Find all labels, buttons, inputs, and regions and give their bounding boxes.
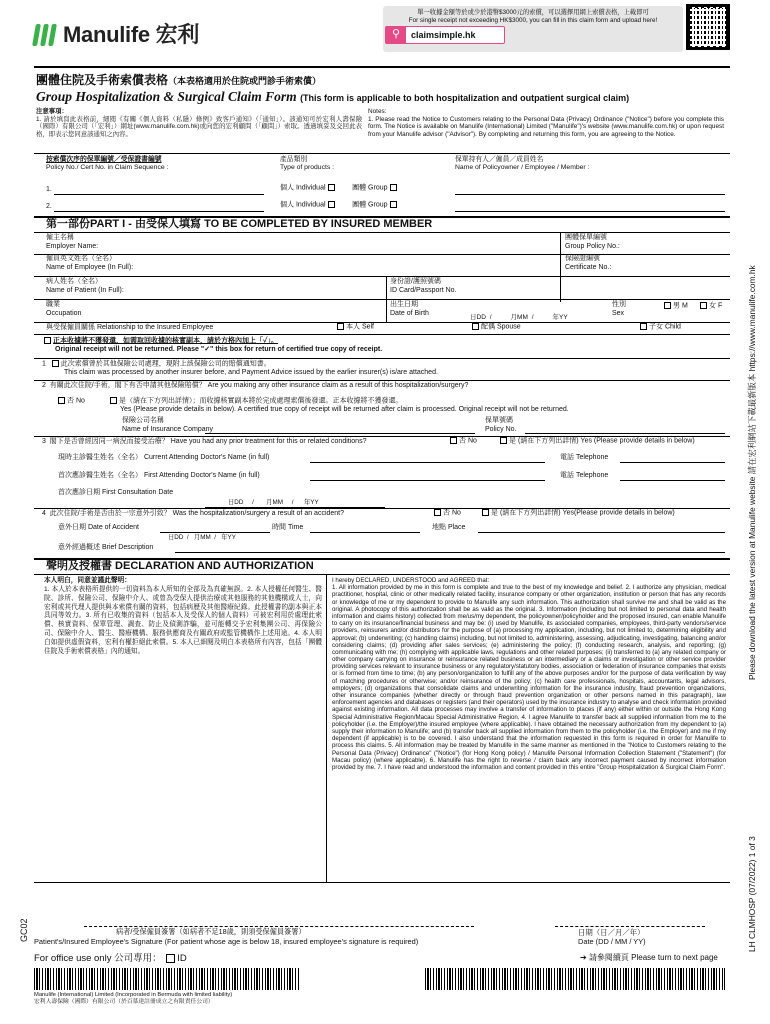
- relationship-self[interactable]: 本人 Self: [335, 323, 374, 332]
- policy-row2-name-line: [455, 211, 725, 212]
- divider: [34, 358, 730, 359]
- q2-text: 2 有關此次住院/手術，閣下有否申請其他保險賠償？ Are you making any other insurance claim as a result of this hospitalization/surgery?: [42, 382, 469, 389]
- relationship-spouse[interactable]: 配偶 Spouse: [470, 323, 521, 332]
- divider: [34, 254, 730, 255]
- policy-col2: 產品類別 Type of products :: [280, 156, 335, 172]
- employee-name-label: 僱員英文姓名（全名） Name of Employee (In Full):: [46, 255, 134, 271]
- logo-text: Manulife 宏利: [63, 22, 200, 47]
- part1-title: 第一部份PART I - 由受保人填寫 TO BE COMPLETED BY INSURED MEMBER: [46, 218, 433, 230]
- employer-label: 僱主名稱 Employer Name:: [46, 234, 99, 250]
- date-label: 日期（日／月／年） Date (DD / MM / YY): [578, 928, 646, 947]
- decl-title: 聲明及授權書 DECLARATION AND AUTHORIZATION: [46, 560, 314, 572]
- decl-en: [332, 577, 726, 771]
- divider: [34, 276, 730, 277]
- divider: [34, 66, 730, 68]
- next-page-note: ➔ 請參閱續頁 Please turn to next page: [580, 953, 718, 962]
- relationship-label: 與受保僱員關係 Relationship to the Insured Employee: [46, 324, 214, 331]
- claimsimple-url: claimsimple.hk: [411, 29, 476, 40]
- claimsimple-link[interactable]: [385, 26, 505, 44]
- current-doctor-line: [310, 462, 545, 463]
- divider: [34, 153, 730, 154]
- promo-banner: [383, 6, 683, 52]
- notes-en: [368, 108, 724, 139]
- q4-text: 4 此次住院/手術是否由於一宗意外引致？ Was the hospitalization/surgery a result of an accident?: [42, 510, 345, 517]
- policy-row1-name-line: [455, 194, 725, 195]
- signature-label-zh: 病者/受保僱員簽署（如病者不足18歲，則須受保僱員簽署）: [116, 927, 306, 936]
- office-use-id: ID: [177, 953, 187, 964]
- brief-description-label: 意外經過概述 Brief Description: [58, 544, 154, 551]
- accident-place-line: [478, 532, 725, 533]
- accident-time-label: 時間 Time: [272, 524, 304, 531]
- accident-place-label: 地點 Place: [432, 524, 466, 531]
- first-doctor-tel-line: [620, 480, 725, 481]
- gc-code-side: GC02: [19, 918, 29, 942]
- divider: [34, 334, 730, 335]
- policy-no-label: 保單號碼 Policy No.: [485, 417, 517, 433]
- divider: [34, 299, 730, 300]
- title-en: Group Hospitalization & Surgical Claim Form (This form is applicable to both hospitalization and outpatient surgical claim): [36, 89, 630, 104]
- patient-name-label: 病人姓名（全名） Name of Patient (In Full):: [46, 278, 124, 294]
- sex-label: 性別 Sex: [612, 301, 626, 317]
- company-footer: Manulife (International) Limited (Incorporated in Bermuda with limited liability) 宏利人壽保險（國際）有限公司（於百慕達註冊成立之有限責任公司）: [34, 992, 233, 1006]
- decl-zh: [44, 577, 322, 657]
- notes-zh: [36, 108, 362, 139]
- divider: [326, 574, 327, 882]
- q1[interactable]: 1 此次索償曾於其他保險公司處理，現附上該保險公司的賠償通知書。 This claim was processed by another insurer before, and Payment Advice issued by the earlier insurer(s) is/are attached.: [42, 360, 438, 376]
- decl-zh-head: 本人明白，同意並謹此聲明：: [44, 577, 131, 584]
- title-zh-note: （本表格適用於住院或門診手術索償）: [168, 76, 322, 86]
- notes-zh-text: 1. 請於填寫此表格前，細閱《有關《個人資料（私隱）條例》致客戶通知》（「通知」）。該通知可於宏利人壽保險（國際）有限公司（「宏利」）網址(www.manulife.com.hk)或向您的宏利顧問（「顧問」）索取。透過填妥及交回此表格，即表示您同意該通知之內容。: [36, 115, 362, 139]
- q3-yes[interactable]: 是 (請在下方列出詳情) Yes (Please provide details in below): [498, 437, 695, 446]
- notes-en-text: 1. Please read the Notice to Customers relating to the Personal Data (Privacy) Ordinance ("Notice") before you complete this form. The Notice is available on Manulife (International) Limited ("Manulife")'s website (www.manulife.com.hk) or upon request from your Manulife advisor ("Advisor"). By completing and returning this form, you are agreeing to the Notice.: [368, 115, 724, 139]
- arrow-right-icon: ➔: [580, 953, 587, 962]
- date-line: [555, 926, 705, 927]
- relationship-child[interactable]: 子女 Child: [638, 323, 681, 332]
- q4-yes[interactable]: 是 (請在下方列出詳情) Yes(Please provide details in below): [480, 509, 675, 518]
- policy-col3: 保單持有人／僱員／成員姓名 Name of Policyowner / Employee / Member :: [455, 156, 590, 172]
- insurance-company-line: [205, 433, 475, 434]
- dob-label: 出生日期 Date of Birth: [390, 301, 429, 317]
- manulife-logo-icon: [34, 24, 55, 46]
- barcode-2: [425, 968, 725, 990]
- title-en-note: (This form is applicable to both hospitalization and outpatient surgical claim): [300, 93, 630, 103]
- office-use-label: For office use only 公司專用： ID: [34, 953, 187, 964]
- policy-no-line: [525, 433, 725, 434]
- form-code-side: LH CLMHOSP (07/2022) 1 of 3: [747, 836, 757, 952]
- barcode-1: [34, 968, 299, 990]
- group-policy-label: 團體保單編號 Group Policy No.:: [565, 234, 620, 250]
- insurance-company-label: 保險公司名稱 Name of Insurance Company: [122, 417, 214, 433]
- search-icon: ⚲: [386, 26, 406, 44]
- notes-en-head: Notes:: [368, 108, 387, 115]
- decl-en-head: I hereby DECLARED, UNDERSTOOD and AGREED that:: [332, 577, 490, 584]
- accident-date-format: 日DD / 月MM / 年YY: [168, 534, 236, 541]
- q2-no[interactable]: 否 No: [56, 397, 85, 406]
- brief-description-line: [175, 552, 725, 553]
- promo-line1: 單一收據金額等於或少於港幣$3000元的索償，可以選擇用網上索償表格，上載即可: [417, 9, 649, 16]
- sex-male-option[interactable]: 男 M: [662, 302, 688, 311]
- first-doctor-label: 首次應診醫生姓名（全名） First Attending Doctor's Name (in full): [58, 472, 260, 479]
- q3-text: 3 閣下是否曾經因同一病況而接受治療？ Have you had any prior treatment for this or related conditions?: [42, 438, 367, 445]
- accident-time-line: [310, 532, 420, 533]
- policy-row1-num: 1.: [46, 186, 52, 193]
- current-doctor-tel-label: 電話 Telephone: [560, 454, 609, 461]
- accident-date-label: 意外日期 Date of Accident: [58, 524, 139, 531]
- decl-en-body: 1. All information provided by me in this form is complete and true to the best of my knowledge and belief. 2. I authorize any physician, medical practitioner, hospital, clinic or other medically related facility, insurance company or other organization, institution or person that has any records or knowledge of me or my dependent to provide to Manulife any such information. This authorization shall survive me and shall be valid as the original. A photocopy of this authorization shall be as valid as the original. 3. Information (including but not limited to personal data and health information and claims history) collected from me/us/my dependent, the policyowner/policyholder and the proposed insured, can enable Manulife to carry on its insurance/financial business and may be: (i) used by Manulife, its associated companies, employees, third-party vendors/service providers, reinsurers and/or distributors for the purpose of (a) processing my application, including, but not limited to, determining eligibility and approval; (b) underwriting; (c) handling claims) including, but not limited to, administering, assessing, adjudicating, investigating, balancing and/or considering claims; (d) providing after sales services; (e) administering the policy; (f) conducting research, analysis, and reporting; (g) communicating with me; (h) complying with applicable laws, regulations and other related purposes; (ii) transferred to (a) any related company or other company carrying on insurance or reinsurance related business or an intermediary or a claims or investigation or other service provider providing services relevant to insurance business or any regulatory/statutory bodies, association or federation of insurance companies that exists or is formed from time to time; (b) any person/organization to fulfill any of the above purposes and/or for the purpose of data verification by way of matching procedures or otherwise; and/or reinsurance of the policy; (c) health care professionals, hospitals, accountants, legal advisors, employers; (d) organizations that consolidate claims and underwriting information for the insurance industry, fraud prevention organizations, other insurance companies (whether directly or through fraud prevention organization or other persons named in this paragraph), law enforcement agencies and databases or registers (and their operators) used by the insurance industry to analyse and check information provided against existing information. All data processes may involve a transfer of information to places (if any) either within or outside the Hong Kong Special Administrative Region/Macau Special Administrative Region. 4. I agree Manulife to transfer back all supplied information from me to the policyholder (i.e. the Employer)/the insured employee (where applicable). I have obtained the necessary authorization from my dependent to (a) supply their information to Manulife; and (b) transfer back all supplied information from them to the policyholder (i.e. the Employer) and me if my dependent (if applicable) is to be covered. I also understand that the information requested in this form is required in order for Manulife to process this claims. 5. All information may be treated by Manulife in the same manner as mentioned in the "Notice to Customers relating to the Personal Data (Privacy) Ordinance" ("Notice") (for Hong Kong policy) / Manulife Personal Information Collection Statement ("Statement") (for Macau policy) (where applicable). 6. Manulife has the right to reverse / claim back any incorrect payment caused by incorrect information provided by me. 7. I have read and understood the information and content provided in this entire "Group Hospitalization & Surgical Claim Form".: [332, 584, 726, 771]
- first-doctor-line: [310, 480, 545, 481]
- policy-row2-num: 2.: [46, 203, 52, 210]
- occupation-label: 職業 Occupation: [46, 301, 82, 317]
- divider: [34, 232, 730, 233]
- decl-zh-body: 1. 本人於本表格所提供的一切資料為本人所知的全部及為真確無誤。2. 本人授權任何醫生、醫院、診所、保險公司、保險中介人、或曾為受保人提供治療或其他服務的其他機構或人士，向宏利或其代理人提供與本索償有關的資料，包括病歷及其他醫療紀錄。此授權書的副本與正本具同等效力。3. 所有已收集的資料（包括本人及受保人的個人資料）可被宏利用於處理此索償、核實資料、保單管理、調查、防止及偵測詐騙，並可能轉交予宏利集團公司、再保險公司、保險中介人、醫生、醫療機構、服務供應商及有關政府或監管機構作上述用途。4. 本人明白如提供虛假資料，宏利有權拒絕此索償。5. 本人已細閱及明白本表格所有內容，包括「團體住院及手術索償表格」內的通知。: [44, 585, 322, 655]
- fcd-format: 日DD / 月MM / 年YY: [228, 499, 319, 506]
- cert-no-label: 保險證編號 Certificate No.:: [565, 255, 612, 271]
- policy-row1-type[interactable]: 個人 Individual 團體 Group: [280, 184, 399, 193]
- dob-format: 日DD / 月MM / 年YY: [470, 314, 568, 321]
- q3-no[interactable]: 否 No: [448, 437, 477, 446]
- notes-zh-head: 注意事項：: [36, 108, 68, 115]
- policy-col1: 按索償次序的保單編號／受保證書編號 Policy No./ Cert No. in Claim Sequence :: [46, 156, 169, 172]
- current-doctor-label: 現時主診醫生姓名（全名） Current Attending Doctor's Name (in full): [58, 454, 270, 461]
- manulife-logo: [34, 22, 199, 49]
- first-consultation-label: 首次應診日期 First Consultation Date: [58, 489, 174, 496]
- divider: [34, 574, 730, 575]
- divider: [560, 232, 561, 302]
- accident-date-line: [160, 532, 270, 533]
- qr-code-pattern: [690, 8, 726, 46]
- divider: [34, 882, 730, 883]
- divider: [34, 380, 730, 381]
- signature-label-en: Patient's/Insured Employee's Signature (For patient whose age is below 18, insured employee's signature is required): [34, 937, 419, 946]
- policy-row1-line: [54, 194, 264, 195]
- policy-row2-type[interactable]: 個人 Individual 團體 Group: [280, 201, 399, 210]
- promo-line2: For single receipt not exceeding HK$3000, you can fill in this claim form and upload here!: [408, 16, 658, 24]
- current-doctor-tel-line: [620, 462, 725, 463]
- q2-yes[interactable]: 是（請在下方列出詳情）；而收據核實副本將於完成處理索償後發還。正本收據將不獲發還。 Yes (Please provide details in below). A certified true copy of receipt will be returned after claim is processed. Original receipt will not be returned.: [108, 397, 718, 414]
- download-side-note: Please download the latest version at Manulife website 請在宏利網站下載最新版本 https://www.manulife.com.hk: [747, 265, 757, 680]
- divider: [34, 322, 730, 323]
- receipt-return-option[interactable]: 正本收據將不獲發還，如需取回收據的核實副本，請於方格內加上「✓」。 Original receipt will not be returned. Please "✓" this box for return of certified true copy of receipt.: [42, 337, 382, 354]
- first-doctor-tel-label: 電話 Telephone: [560, 472, 609, 479]
- policy-row2-line: [54, 211, 264, 212]
- id-label: 身份證/護照號碼 ID Card/Passport No.: [390, 278, 457, 294]
- q4-no[interactable]: 否 No: [432, 509, 461, 518]
- title-zh: 團體住院及手術索償表格（本表格適用於住院或門診手術索償）: [36, 73, 322, 87]
- sex-female-option[interactable]: 女 F: [698, 302, 722, 311]
